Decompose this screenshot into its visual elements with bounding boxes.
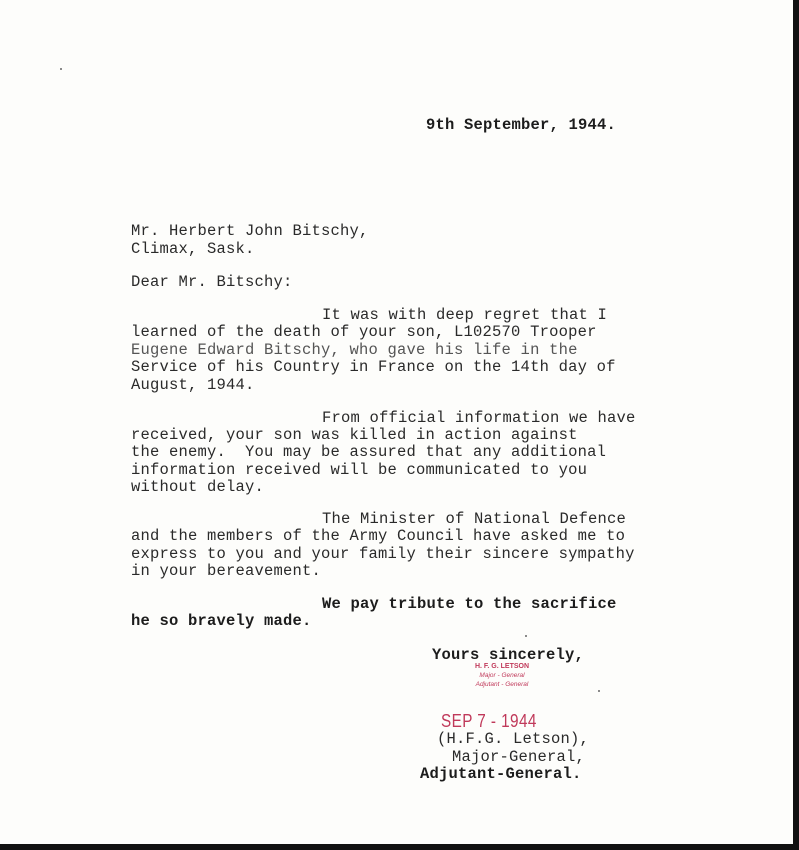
paragraph-4-line: We pay tribute to the sacrifice [322, 595, 617, 613]
paragraph-2-line: without delay. [131, 478, 265, 496]
paper-speck [525, 635, 527, 637]
paragraph-2-line: the enemy. You may be assured that any additional [131, 443, 607, 461]
paragraph-2-line: information received will be communicated to you [131, 461, 588, 479]
paragraph-3-line: and the members of the Army Council have asked me to [131, 527, 626, 545]
paragraph-3-line: in your bereavement. [131, 562, 322, 580]
signature-rank: Major-General, [452, 748, 586, 766]
paragraph-4-line: he so bravely made. [131, 612, 312, 630]
paragraph-3-line: The Minister of National Defence [322, 510, 627, 528]
paragraph-2-line: received, your son was killed in action against [131, 426, 578, 444]
paper-speck [60, 68, 62, 70]
scan-border-right [793, 0, 799, 850]
paper-speck [598, 690, 600, 692]
paragraph-1-line: August, 1944. [131, 376, 255, 394]
paragraph-2-line: From official information we have [322, 409, 636, 427]
scan-border-bottom [0, 844, 799, 850]
stamp-name: H. F. G. LETSON [474, 663, 530, 670]
paragraph-3-line: express to you and your family their sincere sympathy [131, 545, 635, 563]
paragraph-1-line: Service of his Country in France on the 14th day of [131, 358, 616, 376]
salutation: Dear Mr. Bitschy: [131, 273, 293, 291]
stamp-rank: Major - General [479, 672, 525, 679]
letter-date: 9th September, 1944. [426, 116, 617, 134]
recipient-address: Climax, Sask. [131, 240, 255, 258]
recipient-name: Mr. Herbert John Bitschy, [131, 222, 369, 240]
paragraph-1-line: Eugene Edward Bitschy, who gave his life in the [131, 341, 578, 359]
signature-name: (H.F.G. Letson), [437, 730, 590, 748]
stamp-title: Adjutant - General [475, 681, 529, 688]
paragraph-1-line: learned of the death of your son, L102570 Trooper [131, 323, 597, 341]
date-stamp: SEP 7 - 1944 [441, 711, 537, 731]
signature-title: Adjutant-General. [420, 765, 582, 783]
paragraph-1-line: It was with deep regret that I [322, 306, 608, 324]
signature-stamp [452, 662, 552, 689]
closing: Yours sincerely, [432, 646, 585, 664]
